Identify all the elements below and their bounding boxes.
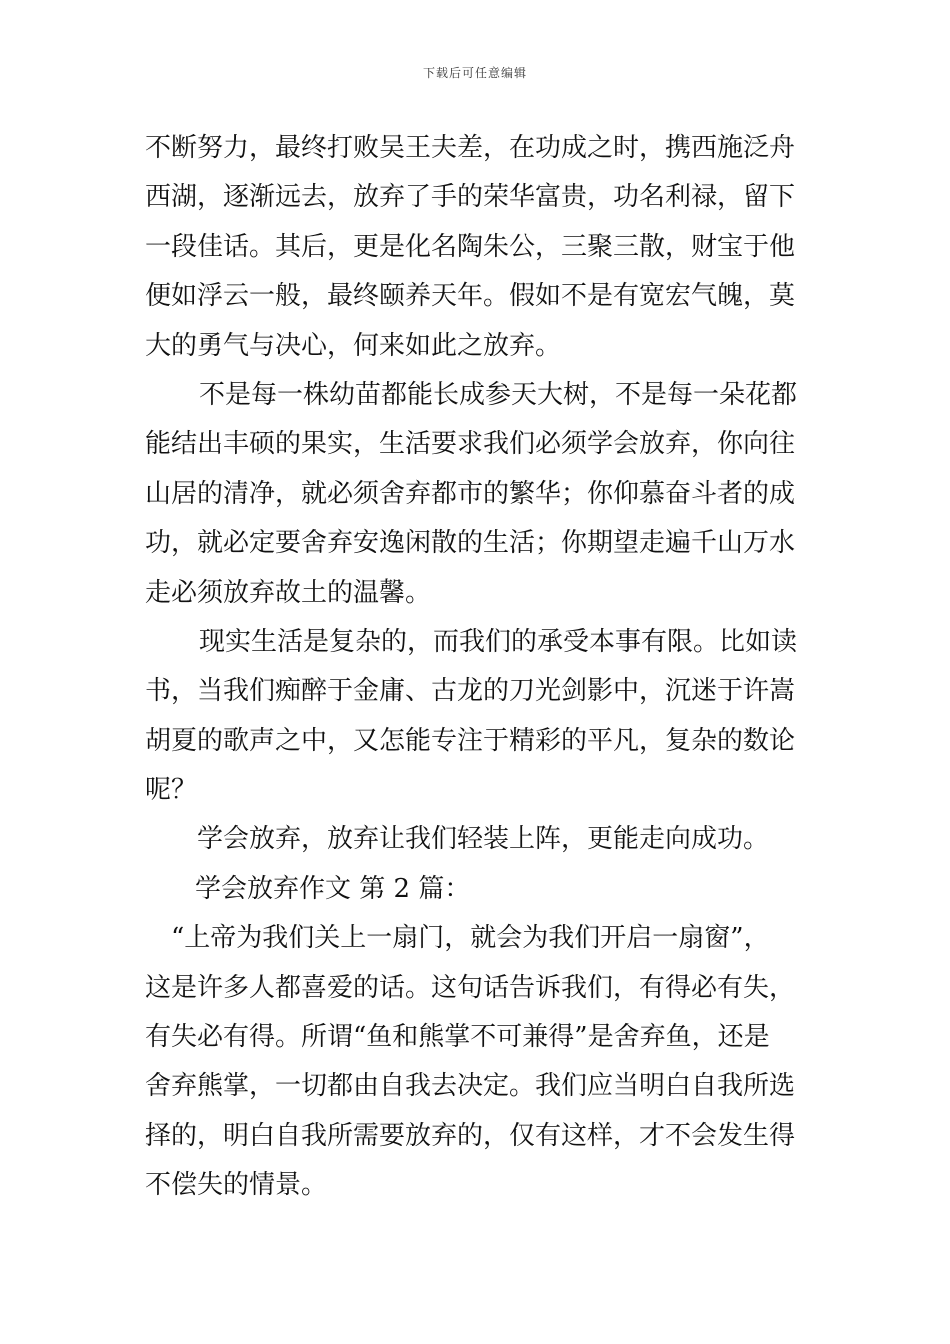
text-line: 山居的清净，就必须舍弃都市的繁华；你仰慕奋斗者的成 — [145, 478, 796, 509]
text-line: 这是许多人都喜爱的话。这句话告诉我们，有得必有失， — [145, 972, 796, 1003]
text-line: 能结出丰硕的果实，生活要求我们必须学会放弃，你向往 — [145, 429, 796, 460]
text-line: 便如浮云一般，最终颐养天年。假如不是有宽宏气魄，莫 — [145, 281, 796, 312]
paragraph-start-line: 现实生活是复杂的，而我们的承受本事有限。比如读 — [199, 626, 798, 657]
document-body — [145, 124, 835, 1211]
text-line: 书，当我们痴醉于金庸、古龙的刀光剑影中，沉迷于许嵩 — [145, 676, 796, 707]
text-line: 舍弃熊掌，一切都由自我去决定。我们应当明白自我所选 — [145, 1071, 796, 1102]
section-heading: 学会放弃作文 第 2 篇： — [195, 873, 471, 904]
text-line: 走必须放弃故土的温馨。 — [145, 577, 432, 608]
text-line: 择的，明白自我所需要放弃的，仅有这样，才不会发生得 — [145, 1120, 796, 1151]
text-line: 不断努力，最终打败吴王夫差，在功成之时，携西施泛舟 — [145, 133, 796, 163]
text-line: 不偿失的情景。 — [145, 1170, 328, 1201]
text-line: 呢？ — [145, 775, 198, 806]
paragraph-start-line: 不是每一株幼苗都能长成参天大树，不是每一朵花都 — [199, 379, 798, 410]
text-line: 大的勇气与决心，何来如此之放弃。 — [145, 330, 562, 361]
text-line: 西湖，逐渐远去，放弃了手的荣华富贵，功名利禄，留下 — [145, 182, 796, 213]
text-line: 有失必有得。所谓“鱼和熊掌不可兼得”是舍弃鱼，还是 — [145, 1022, 770, 1053]
text-line: 一段佳话。其后，更是化名陶朱公，三聚三散，财宝于他 — [145, 231, 796, 262]
text-line: 功，就必定要舍弃安逸闲散的生活；你期望走遍千山万水 — [145, 528, 796, 559]
text-line: 胡夏的歌声之中，又怎能专注于精彩的平凡，复杂的数论 — [145, 725, 796, 756]
page-header: 下载后可任意编辑 — [422, 66, 527, 80]
paragraph-start-line: “上帝为我们关上一扇门，就会为我们开启一扇窗”， — [171, 923, 770, 954]
paragraph-start-line: 学会放弃，放弃让我们轻装上阵，更能走向成功。 — [197, 824, 770, 855]
